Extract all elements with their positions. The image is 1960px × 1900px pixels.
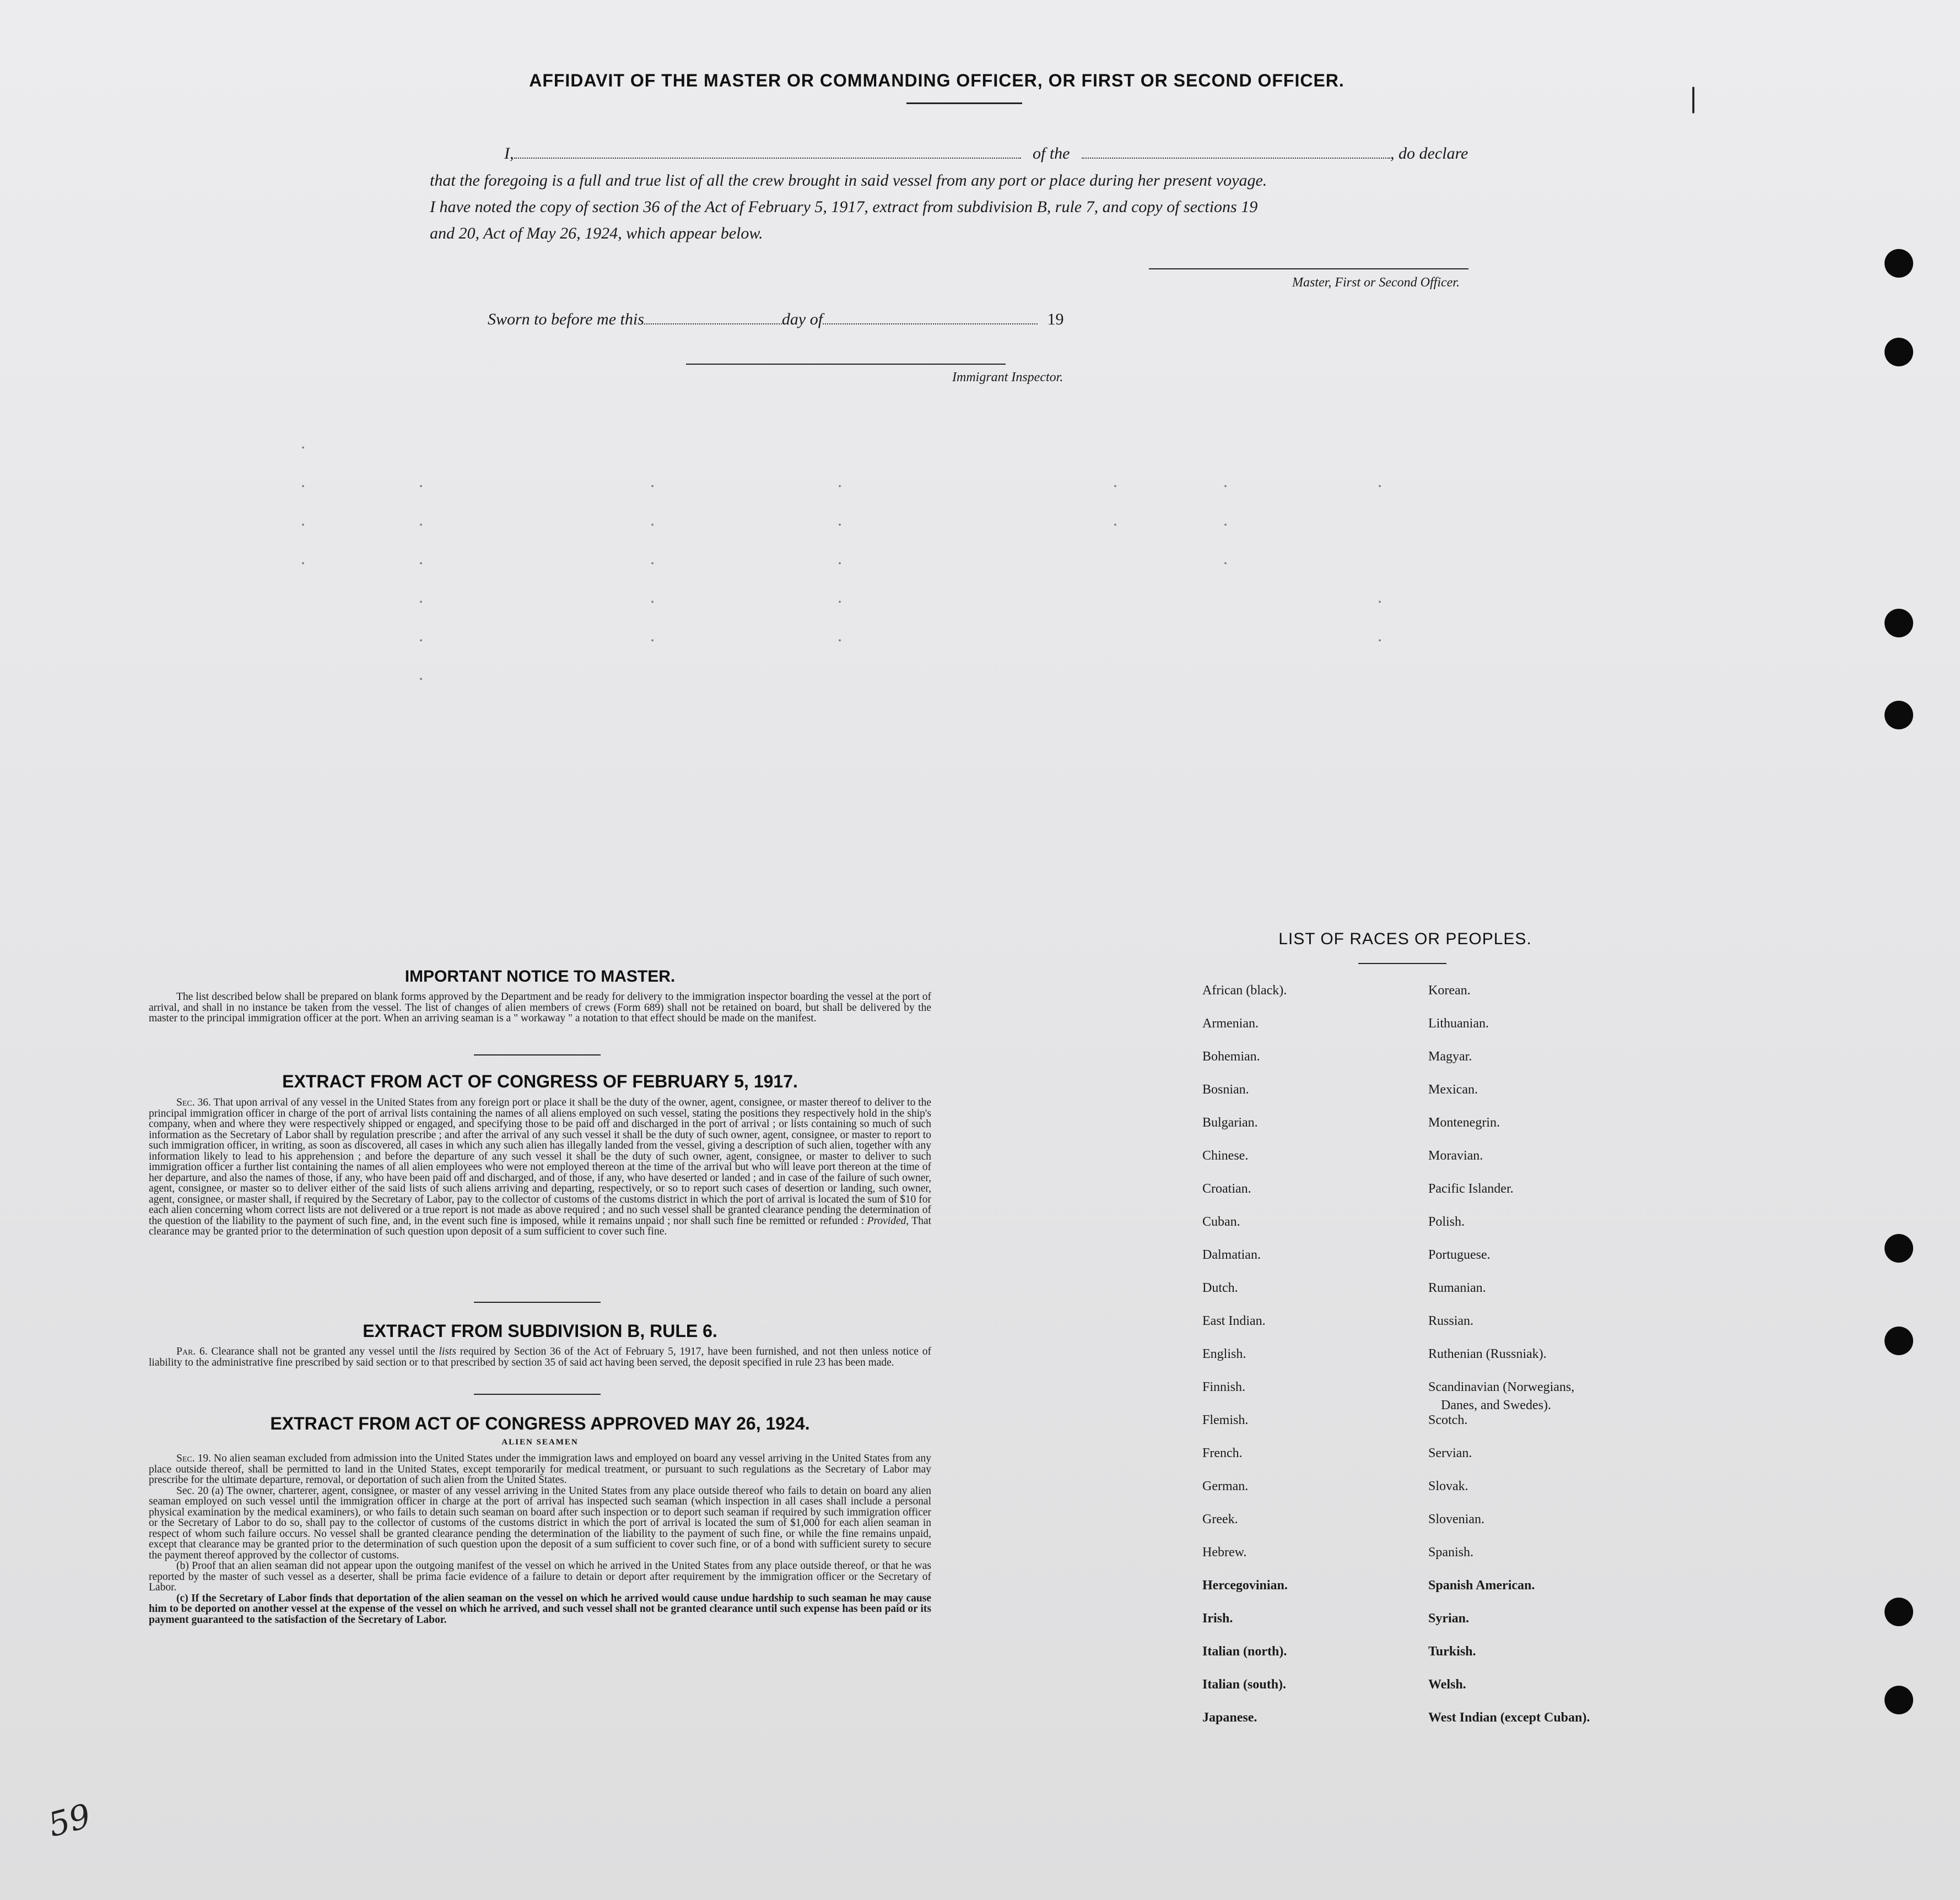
race-right-item-11: Ruthenian (Russniak). — [1428, 1347, 1547, 1361]
race-left-item-15: German. — [1202, 1479, 1249, 1493]
race-right-item-3: Mexican. — [1428, 1082, 1478, 1097]
name-blank — [514, 157, 1021, 159]
race-right-item-2: Magyar. — [1428, 1049, 1472, 1064]
race-right-item-13: Scotch. — [1428, 1413, 1468, 1427]
binder-hole — [1885, 1686, 1913, 1714]
race-left-item-22: Japanese. — [1202, 1710, 1257, 1725]
race-right-item-20: Turkish. — [1428, 1644, 1476, 1659]
extract-1917-rule — [474, 1302, 601, 1303]
sworn-month-blank — [823, 323, 1038, 324]
race-left-item-14: French. — [1202, 1446, 1243, 1460]
race-right-item-21: Welsh. — [1428, 1677, 1466, 1692]
notice-heading: IMPORTANT NOTICE TO MASTER. — [404, 967, 676, 986]
race-right-item-14: Servian. — [1428, 1446, 1472, 1460]
race-left-item-16: Greek. — [1202, 1512, 1238, 1527]
race-right-item-22: West Indian (except Cuban). — [1428, 1710, 1590, 1725]
race-left-item-18: Hercegovinian. — [1202, 1578, 1288, 1593]
bleed-through-marks: . . . . . . . . . . . . . . . . . . . . . . . . . . . . — [301, 432, 1382, 684]
race-right-item-19: Syrian. — [1428, 1611, 1470, 1626]
sworn-prefix: Sworn to before me this — [488, 310, 644, 328]
extract-1924-heading: EXTRACT FROM ACT OF CONGRESS APPROVED MAY 26, 1924. — [270, 1414, 810, 1433]
declaration-line-3: I have noted the copy of section 36 of the Act of February 5, 1917, extract from subdivision B, rule 7, and copy of sections 19 — [430, 198, 1258, 216]
declaration-line-1 — [430, 140, 1504, 167]
race-right-item-15: Slovak. — [1428, 1479, 1468, 1493]
declaration-of-the: of the — [1033, 144, 1070, 163]
sworn-day-of: day of — [781, 310, 823, 328]
margin-mark-top-right: | — [1689, 83, 1698, 113]
race-right-item-10: Russian. — [1428, 1314, 1474, 1328]
handwritten-page-number: 59 — [44, 1796, 95, 1845]
declaration-do-declare: , do declare — [1390, 144, 1468, 163]
vessel-blank — [1082, 157, 1390, 159]
race-right-item-5: Moravian. — [1428, 1149, 1483, 1163]
race-left-item-17: Hebrew. — [1202, 1545, 1247, 1560]
race-left-item-9: Dutch. — [1202, 1281, 1238, 1295]
declaration-line-2: that the foregoing is a full and true list of all the crew brought in said vessel from any port or place during her present voyage. — [430, 171, 1267, 190]
binder-hole — [1885, 249, 1913, 278]
extract-1917-heading: EXTRACT FROM ACT OF CONGRESS OF FEBRUARY 5, 1917. — [282, 1071, 798, 1091]
race-right-item-8: Portuguese. — [1428, 1248, 1491, 1262]
race-left-item-12: Finnish. — [1202, 1380, 1246, 1394]
race-left-item-2: Bohemian. — [1202, 1049, 1260, 1064]
binder-hole — [1885, 338, 1913, 366]
inspector-signature-line — [686, 364, 1006, 365]
master-label: Master, First or Second Officer. — [1292, 275, 1460, 290]
race-left-item-13: Flemish. — [1202, 1413, 1249, 1427]
notice-rule — [474, 1054, 601, 1055]
race-right-item-4: Montenegrin. — [1428, 1116, 1500, 1130]
binder-hole — [1885, 609, 1913, 637]
rule-6-text: Par. 6. Clearance shall not be granted any vessel until the lists required by Section 36 of the Act of February 5, 1917, have been furnished, and not then unless notice of liability to the administrative fine prescribed by said section or to that prescribed by section 35 of said act having been served, the deposit specified in rule 23 has been made. — [149, 1346, 932, 1368]
race-left-item-11: English. — [1202, 1347, 1246, 1361]
race-right-item-12: Scandinavian (Norwegians, — [1428, 1380, 1575, 1394]
alien-seamen-subheading: ALIEN SEAMEN — [501, 1438, 579, 1447]
race-left-item-1: Armenian. — [1202, 1016, 1259, 1031]
races-heading: LIST OF RACES OR PEOPLES. — [1278, 930, 1532, 948]
race-right-item-0: Korean. — [1428, 983, 1471, 998]
declaration-line-4: and 20, Act of May 26, 1924, which appear below. — [430, 224, 763, 242]
race-right-item-1: Lithuanian. — [1428, 1016, 1489, 1031]
race-left-item-5: Chinese. — [1202, 1149, 1249, 1163]
extract-1924-text: Sec. 19. No alien seaman excluded from admission into the United States under the immigration laws and employed on board any vessel arriving in the United States from any place outside thereof, shall be permitted to land in the United States, except temporarily for medical treatment, or pursuant to such regulations as the Secretary of Labor may prescribe for the ultimate departure, removal, or deportation of such alien from the United States. Sec. 20 (a) The owner, charterer, agent, consignee, or master of any vessel arriving in the United States from any place outside thereof who fails to detain on board any alien seaman employed on such vessel until the immigration officer in charge at the port of arrival has inspected such seaman (which inspection in all cases shall include a personal physical examination by the medical examiners), or who fails to detain such seaman on board after such inspection or to deport such seaman if required by such immigration officer or the Secretary of Labor to do so, shall pay to the collector of customs of the customs district in which the port of arrival is located the sum of $1,000 for each alien seaman in respect of whom such failure occurs. No vessel shall be granted clearance pending the determination of the liability to the payment of such fine, or while the fine remains unpaid, except that clearance may be granted prior to the determination of such question upon the deposit of a sum sufficient to cover such fine, or of a bond with sufficient surety to secure the payment thereof approved by the collector of customs. (b) Proof that an alien seaman did not appear upon the outgoing manifest of the vessel on which he arrived in the United States from any place outside thereof, or that he was reported by the master of such vessel as a deserter, shall be prima facie evidence of a failure to detain or deport after requirement by the immigration officer or the Secretary of Labor. (c) If the Secretary of Labor finds that deportation of the alien seaman on the vessel on which he arrived would cause undue hardship to such seaman he may cause him to be deported on another vessel at the expense of the vessel on which he arrived, and such vessel shall not be granted clearance until such expense has been paid or its payment guaranteed to the satisfaction of the Secretary of Labor. — [149, 1453, 931, 1626]
races-rule — [1358, 963, 1446, 964]
race-left-item-10: East Indian. — [1202, 1314, 1266, 1328]
race-left-item-4: Bulgarian. — [1202, 1116, 1258, 1130]
race-right-item-6: Pacific Islander. — [1428, 1182, 1514, 1196]
binder-hole — [1885, 1234, 1913, 1263]
race-left-item-21: Italian (south). — [1202, 1677, 1287, 1692]
race-right-item-18: Spanish American. — [1428, 1578, 1535, 1593]
race-right-item-9: Rumanian. — [1428, 1281, 1486, 1295]
title-rule — [906, 102, 1022, 104]
race-right-item-17: Spanish. — [1428, 1545, 1474, 1560]
binder-hole — [1885, 1327, 1913, 1355]
rule-6-rule — [474, 1394, 601, 1395]
declaration-i: I, — [504, 144, 514, 163]
race-scandinavian-cont: Danes, and Swedes). — [1441, 1398, 1551, 1412]
binder-hole — [1885, 1598, 1913, 1626]
sec-36-label: Sec. 36. — [176, 1097, 211, 1108]
master-signature-line — [1149, 268, 1468, 269]
race-left-item-0: African (black). — [1202, 983, 1287, 998]
race-left-item-20: Italian (north). — [1202, 1644, 1287, 1659]
race-left-item-6: Croatian. — [1202, 1182, 1251, 1196]
race-left-item-19: Irish. — [1202, 1611, 1233, 1626]
binder-hole — [1885, 701, 1913, 729]
race-right-item-16: Slovenian. — [1428, 1512, 1484, 1527]
race-left-item-3: Bosnian. — [1202, 1082, 1249, 1097]
race-right-item-7: Polish. — [1428, 1215, 1465, 1229]
inspector-label: Immigrant Inspector. — [952, 370, 1063, 385]
rule-6-heading: EXTRACT FROM SUBDIVISION B, RULE 6. — [363, 1321, 717, 1341]
affidavit-title: AFFIDAVIT OF THE MASTER OR COMMANDING OFFICER, OR FIRST OR SECOND OFFICER. — [529, 71, 1345, 90]
sworn-line — [488, 306, 1562, 333]
sworn-year: 19 — [1047, 310, 1064, 328]
race-left-item-7: Cuban. — [1202, 1215, 1240, 1229]
race-left-item-8: Dalmatian. — [1202, 1248, 1261, 1262]
extract-1917-text: Sec. 36. That upon arrival of any vessel in the United States from any foreign port or place it shall be the duty of the owner, agent, consignee, or master thereof to deliver to the principal immigration officer in charge of the port of arrival lists containing the names of all aliens employed on such vessel, stating the positions they respectively hold in the ship's company, when and where they were respectively shipped or engaged, and specifying those to be paid off and discharged in the port of arrival ; or lists containing so much of such information as the Secretary of Labor shall by regulation prescribe ; and after the arrival of any such vessel it shall be the duty of such owner, agent, consignee, or master to report to such immigration officer, in writing, as soon as discovered, all cases in which any such alien has illegally landed from the vessel, giving a description of such alien, together with any information likely to lead to his apprehension ; and before the departure of any such vessel it shall be the duty of such owner, agent, consignee, or master to deliver to such immigration officer a further list containing the names of all alien employees who were not employed thereon at the time of the arrival but who will leave port thereon at the time of her departure, and also the names of those, if any, who have been paid off and discharged, and of those, if any, who have deserted or landed ; and in case of the failure of such owner, agent, consignee, or master so to deliver either of the said lists of such aliens arriving and departing, respectively, or so to report such cases of desertion or landing, such owner, agent, consignee, or master shall, if required by the Secretary of Labor, pay to the collector of customs of the customs district in which the port of arrival is located the sum of $10 for each alien concerning whom correct lists are not delivered or a true report is not made as above required ; and no such vessel shall be granted clearance pending the determination of the question of the liability to the payment of such fine, and, in the event such fine is imposed, while it remains unpaid ; nor shall such fine be remitted or refunded : Provided, That clearance may be granted prior to the determination of such question upon deposit of a sum sufficient to cover such fine. — [149, 1097, 932, 1237]
notice-text: The list described below shall be prepared on blank forms approved by the Department and be ready for delivery to the immigration inspector boarding the vessel at the port of arrival, and shall in no instance be taken from the vessel. The list of changes of alien members of crews (Form 689) shall not be retained on board, but shall be delivered by the master to the principal immigration officer at the port. When an arriving seaman is a " workaway " a notation to that effect should be made on the manifest. — [149, 991, 931, 1024]
sworn-day-blank — [644, 323, 782, 324]
